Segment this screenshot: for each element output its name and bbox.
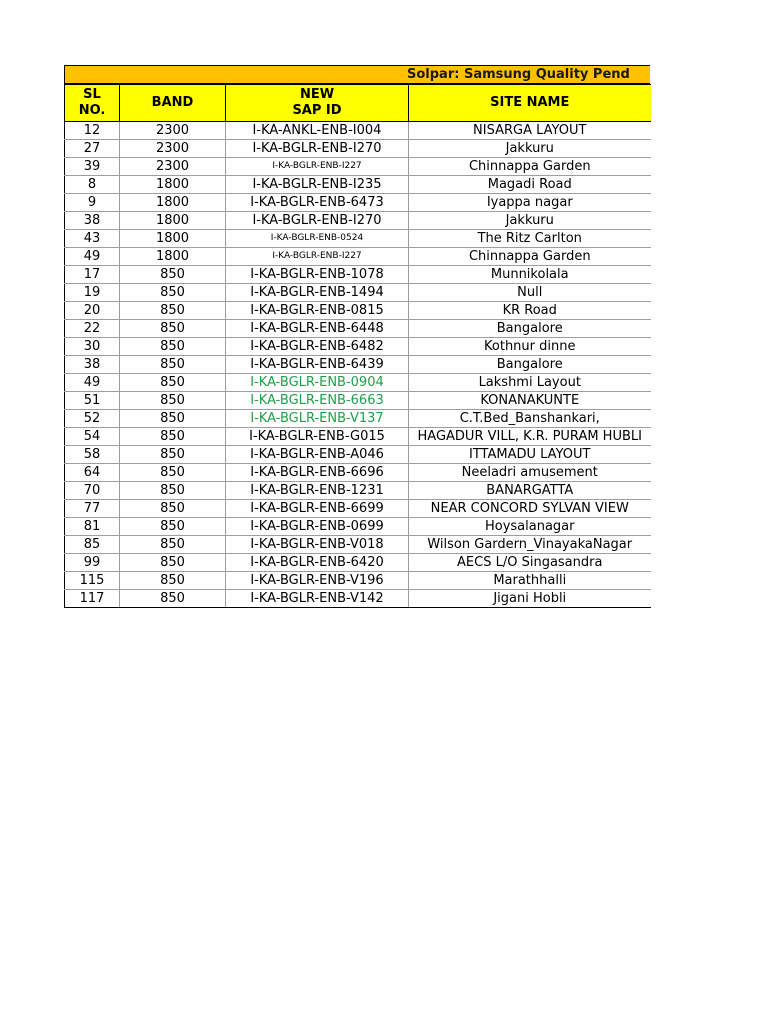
table-row <box>65 518 651 536</box>
cell-sap-id[interactable]: I-KA-BGLR-ENB-0815 <box>226 302 409 320</box>
cell-sap-id[interactable]: I-KA-BGLR-ENB-6439 <box>226 356 409 374</box>
header-band-text: BAND <box>151 95 194 110</box>
table-row <box>65 284 651 302</box>
cell-band[interactable]: 850 <box>120 482 226 500</box>
cell-band[interactable]: 1800 <box>120 212 226 230</box>
cell-band[interactable]: 850 <box>120 590 226 608</box>
cell-sl-no[interactable]: 51 <box>65 392 120 410</box>
cell-band[interactable]: 850 <box>120 500 226 518</box>
cell-sl-no[interactable]: 30 <box>65 338 120 356</box>
cell-site-name[interactable]: NISARGA LAYOUT <box>409 122 651 140</box>
cell-sl-no[interactable]: 58 <box>65 446 120 464</box>
header-band <box>120 85 226 122</box>
title-row <box>64 65 650 84</box>
cell-site-name[interactable]: Bangalore <box>409 356 651 374</box>
table-row <box>65 554 651 572</box>
cell-sap-id[interactable]: I-KA-BGLR-ENB-V137 <box>226 410 409 428</box>
cell-sl-no[interactable]: 43 <box>65 230 120 248</box>
cell-site-name[interactable]: Jakkuru <box>409 140 651 158</box>
cell-site-name[interactable]: ITTAMADU LAYOUT <box>409 446 651 464</box>
table-row <box>65 302 651 320</box>
table-row <box>65 572 651 590</box>
cell-site-name[interactable]: Chinnappa Garden <box>409 158 651 176</box>
cell-site-name[interactable]: Hoysalanagar <box>409 518 651 536</box>
table-row <box>65 356 651 374</box>
table-row <box>65 392 651 410</box>
cell-band[interactable]: 850 <box>120 554 226 572</box>
cell-band[interactable]: 850 <box>120 446 226 464</box>
cell-site-name[interactable]: Lakshmi Layout <box>409 374 651 392</box>
header-row <box>65 85 651 122</box>
table-row <box>65 266 651 284</box>
cell-site-name[interactable]: C.T.Bed_Banshankari, <box>409 410 651 428</box>
cell-sap-id[interactable]: I-KA-BGLR-ENB-1231 <box>226 482 409 500</box>
cell-sl-no[interactable]: 85 <box>65 536 120 554</box>
cell-sap-id[interactable]: I-KA-BGLR-ENB-0699 <box>226 518 409 536</box>
cell-site-name[interactable]: BANARGATTA <box>409 482 651 500</box>
cell-site-name[interactable]: Neeladri amusement <box>409 464 651 482</box>
cell-band[interactable]: 2300 <box>120 122 226 140</box>
table-row <box>65 428 651 446</box>
header-sap-id-text: NEW SAP ID <box>292 87 342 118</box>
table-row <box>65 122 651 140</box>
cell-band[interactable]: 850 <box>120 266 226 284</box>
cell-sl-no[interactable]: 52 <box>65 410 120 428</box>
table-row <box>65 176 651 194</box>
table-row <box>65 230 651 248</box>
cell-sl-no[interactable]: 19 <box>65 284 120 302</box>
cell-sap-id[interactable]: I-KA-BGLR-ENB-6696 <box>226 464 409 482</box>
table-row <box>65 446 651 464</box>
cell-sap-id[interactable]: I-KA-BGLR-ENB-A046 <box>226 446 409 464</box>
cell-site-name[interactable]: Kothnur dinne <box>409 338 651 356</box>
cell-sl-no[interactable]: 115 <box>65 572 120 590</box>
cell-sap-id[interactable]: I-KA-BGLR-ENB-G015 <box>226 428 409 446</box>
table-row <box>65 158 651 176</box>
table-row <box>65 410 651 428</box>
cell-band[interactable]: 1800 <box>120 176 226 194</box>
table-row <box>65 338 651 356</box>
cell-sap-id[interactable]: I-KA-BGLR-ENB-6482 <box>226 338 409 356</box>
cell-sap-id[interactable]: I-KA-BGLR-ENB-I235 <box>226 176 409 194</box>
cell-sl-no[interactable]: 8 <box>65 176 120 194</box>
cell-site-name[interactable]: AECS L/O Singasandra <box>409 554 651 572</box>
table-row <box>65 140 651 158</box>
cell-sl-no[interactable]: 54 <box>65 428 120 446</box>
cell-band[interactable]: 850 <box>120 320 226 338</box>
cell-sap-id[interactable]: I-KA-ANKL-ENB-I004 <box>226 122 409 140</box>
cell-sl-no[interactable]: 38 <box>65 356 120 374</box>
cell-sap-id[interactable]: I-KA-BGLR-ENB-I227 <box>226 158 409 176</box>
cell-site-name[interactable]: Bangalore <box>409 320 651 338</box>
spreadsheet-table-container <box>64 65 650 608</box>
cell-sap-id[interactable]: I-KA-BGLR-ENB-V196 <box>226 572 409 590</box>
cell-site-name[interactable]: KONANAKUNTE <box>409 392 651 410</box>
cell-sl-no[interactable]: 27 <box>65 140 120 158</box>
cell-band[interactable]: 850 <box>120 410 226 428</box>
cell-sl-no[interactable]: 49 <box>65 374 120 392</box>
cell-site-name[interactable]: Magadi Road <box>409 176 651 194</box>
header-sl-no <box>65 85 120 122</box>
cell-site-name[interactable]: Marathhalli <box>409 572 651 590</box>
cell-band[interactable]: 850 <box>120 536 226 554</box>
cell-sap-id[interactable]: I-KA-BGLR-ENB-6699 <box>226 500 409 518</box>
cell-band[interactable]: 1800 <box>120 248 226 266</box>
cell-sap-id[interactable]: I-KA-BGLR-ENB-I270 <box>226 140 409 158</box>
cell-sap-id[interactable]: I-KA-BGLR-ENB-1078 <box>226 266 409 284</box>
cell-site-name[interactable]: Chinnappa Garden <box>409 248 651 266</box>
cell-site-name[interactable]: Wilson Gardern_VinayakaNagar <box>409 536 651 554</box>
cell-band[interactable]: 2300 <box>120 140 226 158</box>
table-row <box>65 482 651 500</box>
cell-site-name[interactable]: Null <box>409 284 651 302</box>
cell-band[interactable]: 850 <box>120 356 226 374</box>
table-row <box>65 374 651 392</box>
cell-sap-id[interactable]: I-KA-BGLR-ENB-I270 <box>226 212 409 230</box>
cell-site-name[interactable]: HAGADUR VILL, K.R. PURAM HUBLI <box>409 428 651 446</box>
cell-sl-no[interactable]: 38 <box>65 212 120 230</box>
cell-site-name[interactable]: KR Road <box>409 302 651 320</box>
table-row <box>65 320 651 338</box>
cell-sl-no[interactable]: 39 <box>65 158 120 176</box>
table-row <box>65 212 651 230</box>
cell-sl-no[interactable]: 20 <box>65 302 120 320</box>
table-row <box>65 248 651 266</box>
cell-sap-id[interactable]: I-KA-BGLR-ENB-V142 <box>226 590 409 608</box>
sap-table <box>64 84 651 608</box>
cell-band[interactable]: 1800 <box>120 194 226 212</box>
table-body <box>65 122 651 608</box>
header-site-name <box>409 85 651 122</box>
header-site-name-text: SITE NAME <box>490 95 570 110</box>
table-row <box>65 536 651 554</box>
cell-band[interactable]: 850 <box>120 518 226 536</box>
cell-band[interactable]: 850 <box>120 464 226 482</box>
cell-site-name[interactable]: Munnikolala <box>409 266 651 284</box>
cell-site-name[interactable]: Jakkuru <box>409 212 651 230</box>
cell-sl-no[interactable]: 77 <box>65 500 120 518</box>
cell-sl-no[interactable]: 99 <box>65 554 120 572</box>
cell-sl-no[interactable]: 70 <box>65 482 120 500</box>
cell-sap-id[interactable]: I-KA-BGLR-ENB-1494 <box>226 284 409 302</box>
cell-sap-id[interactable]: I-KA-BGLR-ENB-6473 <box>226 194 409 212</box>
cell-band[interactable]: 850 <box>120 572 226 590</box>
cell-sap-id[interactable]: I-KA-BGLR-ENB-6420 <box>226 554 409 572</box>
cell-site-name[interactable]: Iyappa nagar <box>409 194 651 212</box>
cell-band[interactable]: 850 <box>120 392 226 410</box>
cell-sap-id[interactable]: I-KA-BGLR-ENB-I227 <box>226 248 409 266</box>
cell-site-name[interactable]: NEAR CONCORD SYLVAN VIEW <box>409 500 651 518</box>
cell-sl-no[interactable]: 49 <box>65 248 120 266</box>
cell-band[interactable]: 850 <box>120 302 226 320</box>
table-row <box>65 464 651 482</box>
header-sap-id <box>226 85 409 122</box>
table-row <box>65 194 651 212</box>
cell-band[interactable]: 850 <box>120 284 226 302</box>
cell-sl-no[interactable]: 12 <box>65 122 120 140</box>
cell-band[interactable]: 2300 <box>120 158 226 176</box>
table-row <box>65 590 651 608</box>
cell-sap-id[interactable]: I-KA-BGLR-ENB-6663 <box>226 392 409 410</box>
cell-sl-no[interactable]: 81 <box>65 518 120 536</box>
table-row <box>65 500 651 518</box>
cell-sl-no[interactable]: 64 <box>65 464 120 482</box>
cell-sap-id[interactable]: I-KA-BGLR-ENB-0904 <box>226 374 409 392</box>
cell-sap-id[interactable]: I-KA-BGLR-ENB-0524 <box>226 230 409 248</box>
cell-sap-id[interactable]: I-KA-BGLR-ENB-6448 <box>226 320 409 338</box>
cell-site-name[interactable]: Jigani Hobli <box>409 590 651 608</box>
cell-band[interactable]: 1800 <box>120 230 226 248</box>
cell-sl-no[interactable]: 117 <box>65 590 120 608</box>
cell-sap-id[interactable]: I-KA-BGLR-ENB-V018 <box>226 536 409 554</box>
cell-site-name[interactable]: The Ritz Carlton <box>409 230 651 248</box>
cell-band[interactable]: 850 <box>120 428 226 446</box>
header-sl-no-text: SL NO. <box>78 87 106 118</box>
sheet-title: Solpar: Samsung Quality Pend <box>407 67 630 82</box>
cell-band[interactable]: 850 <box>120 374 226 392</box>
cell-sl-no[interactable]: 17 <box>65 266 120 284</box>
cell-sl-no[interactable]: 22 <box>65 320 120 338</box>
cell-sl-no[interactable]: 9 <box>65 194 120 212</box>
cell-band[interactable]: 850 <box>120 338 226 356</box>
